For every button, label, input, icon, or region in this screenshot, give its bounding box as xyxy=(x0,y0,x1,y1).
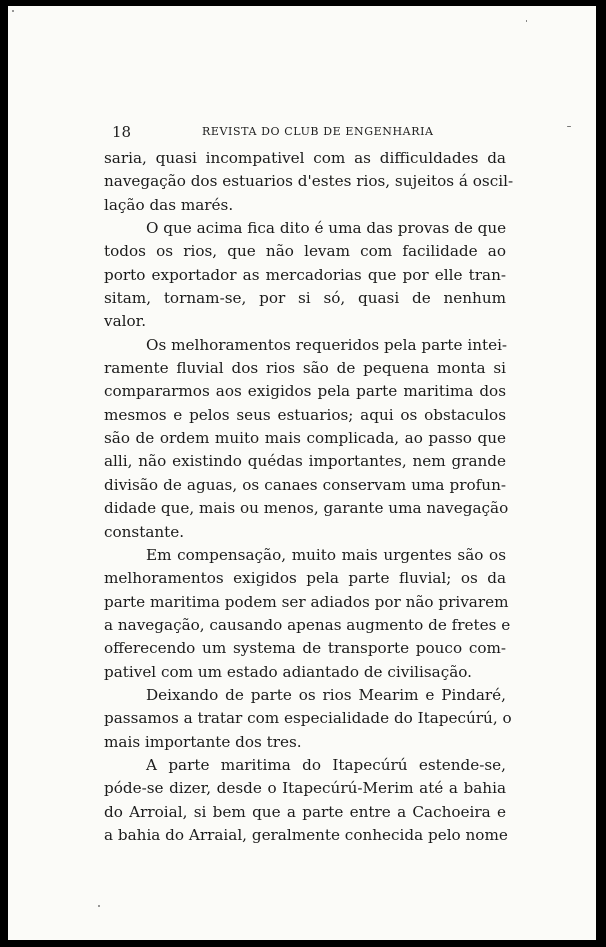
paper-speck xyxy=(567,126,571,127)
text-line: porto exportador as mercadorias que por elle tran- xyxy=(104,265,506,284)
text-line: pativel com um estado adiantado de civilisação. xyxy=(104,662,473,681)
text-line: compararmos aos exigidos pela parte maritima dos xyxy=(104,382,506,401)
text-line: A parte maritima do Itapecúrú estende-se, xyxy=(146,755,506,774)
text-line: navegação dos estuarios d'estes rios, sujeitos á oscil- xyxy=(104,172,514,191)
text-line: Em compensação, muito mais urgentes são os xyxy=(146,545,506,564)
text-line: mais importante dos tres. xyxy=(104,732,302,751)
text-line: ramente fluvial dos rios são de pequena monta si xyxy=(104,359,506,378)
page-number: 18 xyxy=(112,123,132,141)
text-line: mesmos e pelos seus estuarios; aqui os obstaculos xyxy=(104,405,506,424)
text-line: do Arroial, si bem que a parte entre a Cachoeira e xyxy=(104,802,506,821)
text-line: póde-se dizer, desde o Itapecúrú-Merim até a bahia xyxy=(104,779,506,798)
text-line: lação das marés. xyxy=(104,195,234,214)
paper-speck xyxy=(12,10,14,12)
text-line: O que acima fica dito é uma das provas de que xyxy=(146,219,507,238)
text-line: todos os rios, que não levam com facilidade ao xyxy=(104,242,506,261)
text-line: didade que, mais ou menos, garante uma navegação xyxy=(104,499,509,518)
text-line: Deixando de parte os rios Mearim e Pindaré, xyxy=(146,685,506,704)
text-line: sitam, tornam-se, por si só, quasi de nenhum xyxy=(104,289,506,308)
text-line: offerecendo um systema de transporte pouco com- xyxy=(104,639,506,658)
text-line: parte maritima podem ser adiados por não privarem xyxy=(104,592,509,611)
text-line: alli, não existindo quédas importantes, nem grande xyxy=(104,452,506,471)
text-line: divisão de aguas, os canaes conservam uma profun- xyxy=(104,475,506,494)
text-line: são de ordem muito mais complicada, ao passo que xyxy=(104,429,506,448)
text-line: a navegação, causando apenas augmento de fretes e xyxy=(104,615,511,634)
paper-speck xyxy=(526,20,527,22)
text-line: valor. xyxy=(104,312,147,331)
running-title: REVISTA DO CLUB DE ENGENHARIA xyxy=(202,125,434,138)
text-line: saria, quasi incompativel com as difficuldades da xyxy=(104,149,506,167)
page-header xyxy=(112,121,512,143)
text-line: Os melhoramentos requeridos pela parte intei- xyxy=(146,335,508,354)
text-line: passamos a tratar com especialidade do Itapecúrú, o xyxy=(104,709,512,728)
body-text xyxy=(104,147,514,847)
text-line: constante. xyxy=(104,522,185,541)
paper-speck xyxy=(98,905,100,907)
text-line: melhoramentos exigidos pela parte fluvial; os da xyxy=(104,569,506,588)
text-line: a bahia do Arraial, geralmente conhecida pelo nome xyxy=(104,825,508,844)
book-page xyxy=(8,6,596,940)
